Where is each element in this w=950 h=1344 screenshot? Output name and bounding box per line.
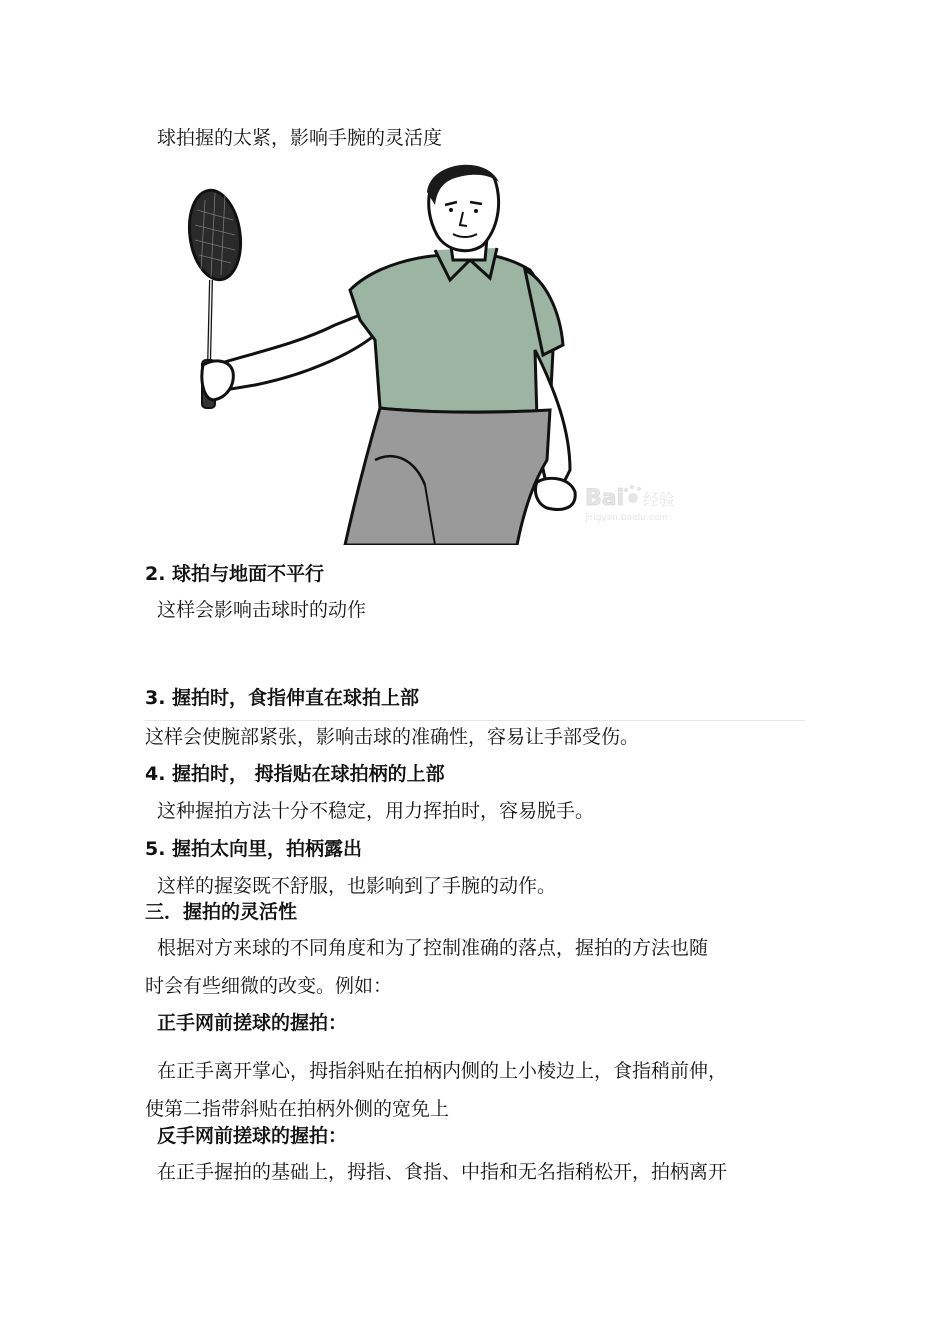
- item-4-heading: 4. 握拍时， 拇指贴在球拍柄的上部: [145, 763, 445, 785]
- section-intro-line-1: 根据对方来球的不同角度和为了控制准确的落点，握拍的方法也随: [157, 937, 709, 959]
- divider: [145, 720, 805, 721]
- item-5-text: 这样的握姿既不舒服，也影响到了手腕的动作。: [157, 875, 557, 897]
- forehand-line-1: 在正手离开掌心，拇指斜贴在拍柄内侧的上小棱边上，食指稍前伸，: [157, 1060, 728, 1082]
- item-2-text: 这样会影响击球时的动作: [157, 599, 367, 621]
- backhand-line-1: 在正手握拍的基础上，拇指、食指、中指和无名指稍松开，拍柄离开: [157, 1161, 728, 1183]
- illustration-man-holding-racket: [185, 160, 700, 545]
- backhand-heading: 反手网前搓球的握拍：: [157, 1125, 348, 1147]
- watermark-brand: Bai: [585, 486, 625, 511]
- forehand-heading: 正手网前搓球的握拍：: [157, 1012, 348, 1034]
- item-2-heading: 2. 球拍与地面不平行: [145, 563, 325, 585]
- paw-icon: [624, 485, 641, 503]
- section-intro-line-2: 时会有些细微的改变。例如：: [145, 975, 393, 997]
- item-5-heading: 5. 握拍太向里，拍柄露出: [145, 838, 363, 860]
- caption-grip-too-tight: 球拍握的太紧，影响手腕的灵活度: [157, 127, 443, 149]
- watermark-suffix: 经验: [643, 490, 676, 509]
- baidu-watermark: [584, 485, 675, 523]
- forehand-line-2: 使第二指带斜贴在拍柄外侧的宽免上: [145, 1098, 450, 1120]
- item-3-text: 这样会使腕部紧张，影响击球的准确性，容易让手部受伤。: [145, 726, 640, 748]
- section-heading: 三．握拍的灵活性: [145, 901, 298, 923]
- item-3-heading: 3. 握拍时，食指伸直在球拍上部: [145, 687, 420, 709]
- item-4-text: 这种握拍方法十分不稳定，用力挥拍时，容易脱手。: [157, 800, 595, 822]
- watermark-url: jingyan.baidu.com: [585, 513, 669, 523]
